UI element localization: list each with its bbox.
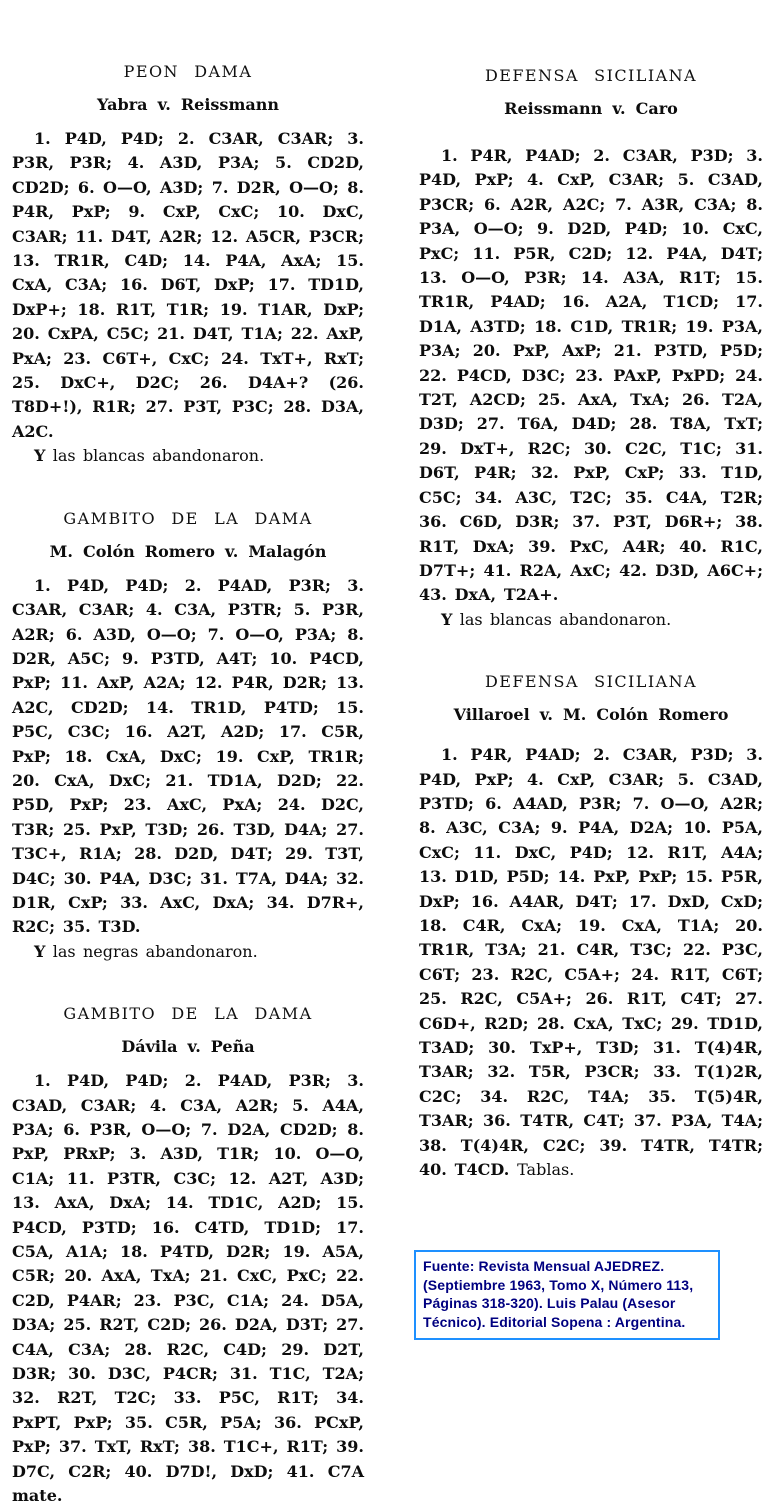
game-siciliana-2 [419, 672, 763, 1182]
moves-text: 1. P4R, P4AD; 2. C3AR, P3D; 3. P4D, PxP; 4. CxP, C3AR; 5. C3AD, P3CR; 6. A2R, A2C; 7. A3R, C3A; 8. P3A, O—O; 9. D2D, P4D; 10. CxC, PxC; 11. P5R, C2D; 12. P4A, D4T; 13. O—O, P3R; 14. A3A, R1T; 15. TR1R, P4AD; 16. A2A, T1CD; 17. D1A, A3TD; 18. C1D, TR1R; 19. P3A, P3A; 20. PxP, AxP; 21. P3TD, P5D; 22. P4CD, D3C; 23. PAxP, PxPD; 24. T2T, A2CD; 25. AxA, TxA; 26. T2A, D3D; 27. T6A, D4D; 28. T8A, TxT; 29. DxT+, R2C; 30. C2C, T1C; 31. D6T, P4R; 32. PxP, CxP; 33. T1D, C5C; 34. A3C, T2C; 35. C4A, T2R; 36. C6D, D3R; 37. P3T, D6R+; 38. R1T, DxA; 39. PxC, A4R; 40. R1C, D7T+; 41. R2A, AxC; 42. D3D, A6C+; 43. DxA, T2A+. [419, 146, 763, 605]
game-gambito-dama-1 [12, 509, 364, 965]
opening-title: GAMBITO DE LA DAMA [63, 508, 313, 528]
game-peon-dama [12, 62, 364, 469]
result-note-text: las blancas abandonaron. [459, 609, 672, 629]
source-text: Fuente: Revista Mensual AJEDREZ. (Septiembre 1963, Tomo X, Número 113, Páginas 318-320). Luis Palau (Asesor Técnico). Editorial Sopena : Argentina. [423, 1258, 694, 1330]
players-line: M. Colón Romero v. Malagón [49, 541, 327, 561]
moves-text: 1. P4D, P4D; 2. C3AR, C3AR; 3. P3R, P3R; 4. A3D, P3A; 5. CD2D, CD2D; 6. O—O, A3D; 7. D2R, O—O; 8. P4R, PxP; 9. CxP, CxC; 10. DxC, C3AR; 11. D4T, A2R; 12. A5CR, P3CR; 13. TR1R, C4D; 14. P4A, AxA; 15. CxA, C3A; 16. D6T, DxP; 17. TD1D, DxP+; 18. R1T, T1R; 19. T1AR, DxP; 20. CxPA, C5C; 21. D4T, T1A; 22. AxP, PxA; 23. C6T+, CxC; 24. TxT+, RxT; 25. DxC+, D2C; 26. D4A+? (26. T8D+!), R1R; 27. P3T, P3C; 28. D3A, A2C. [12, 129, 364, 441]
result-note-text: las negras abandonaron. [52, 941, 258, 961]
game-gambito-dama-2 [12, 1004, 364, 1508]
moves-text: 1. P4D, P4D; 2. P4AD, P3R; 3. C3AD, C3AR; 4. C3A, A2R; 5. A4A, P3A; 6. P3R, O—O; 7. D2A, CD2D; 8. PxP, PRxP; 3. A3D, T1R; 10. O—O, C1A; 11. P3TR, C3C; 12. A2T, A3D; 13. AxA, DxA; 14. TD1C, A2D; 15. P4CD, P3TD; 16. C4TD, TD1D; 17. C5A, A1A; 18. P4TD, D2R; 19. A5A, C5R; 20. AxA, TxA; 21. CxC, PxC; 22. C2D, P4AR; 23. P3C, C1A; 24. D5A, D3A; 25. R2T, C2D; 26. D2A, D3T; 27. C4A, C3A; 28. R2C, C4D; 29. D2T, D3R; 30. D3C, P4CR; 31. T1C, T2A; 32. R2T, T2C; 33. P5C, R1T; 34. PxPT, PxP; 35. C5R, P5A; 36. PCxP, PxP; 37. TxT, RxT; 38. T1C+, R1T; 39. D7C, C2R; 40. D7D!, DxD; 41. C7A mate. [12, 1071, 364, 1506]
result-tablas: Tablas. [517, 1160, 575, 1180]
left-column [12, 0, 364, 1509]
result-note-prefix: Y [34, 941, 46, 961]
players-line: Yabra v. Reissmann [96, 95, 280, 114]
result-note [12, 940, 364, 964]
players-line: Villaroel v. M. Colón Romero [453, 705, 729, 725]
result-note [12, 444, 364, 468]
players-line: Dávila v. Peña [121, 1037, 255, 1057]
opening-title: PEON DAMA [123, 62, 253, 81]
moves-text: 1. P4D, P4D; 2. P4AD, P3R; 3. C3AR, C3AR; 4. C3A, P3TR; 5. P3R, A2R; 6. A3D, O—O; 7. O—O, P3A; 8. D2R, A5C; 9. P3TD, A4T; 10. P4CD, PxP; 11. AxP, A2A; 12. P4R, D2R; 13. A2C, CD2D; 14. TR1D, P4TD; 15. P5C, C3C; 16. A2T, A2D; 17. C5R, PxP; 18. CxA, DxC; 19. CxP, TR1R; 20. CxA, DxC; 21. TD1A, D2D; 22. P5D, PxP; 23. AxC, PxA; 24. D2C, T3R; 25. PxP, T3D; 26. T3D, D4A; 27. T3C+, R1A; 28. D2D, D4T; 29. T3T, D4C; 30. P4A, D3C; 31. T7A, D4A; 32. D1R, CxP; 33. AxC, DxA; 34. D7R+, R2C; 35. T3D. [12, 575, 364, 937]
right-column [419, 0, 763, 1340]
result-note-prefix: Y [441, 609, 453, 629]
game-siciliana-1 [419, 66, 763, 632]
moves-text [419, 743, 763, 1182]
result-note-text: las blancas abandonaron. [52, 446, 265, 466]
moves-main: 1. P4R, P4AD; 2. C3AR, P3D; 3. P4D, PxP; 4. CxP, C3AR; 5. C3AD, P3TD; 6. A4AD, P3R; 7. O—O, A2R; 8. A3C, C3A; 9. P4A, D2A; 10. P5A, CxC; 11. DxC, P4D; 12. R1T, A4A; 13. D1D, P5D; 14. PxP, PxP; 15. P5R, DxP; 16. A4AR, D4T; 17. DxD, CxD; 18. C4R, CxA; 19. CxA, T1A; 20. TR1R, T3A; 21. C4R, T3C; 22. P3C, C6T; 23. R2C, C5A+; 24. R1T, C6T; 25. R2C, C5A+; 26. R1T, C4T; 27. C6D+, R2D; 28. CxA, TxC; 29. TD1D, T3AD; 30. TxP+, T3D; 31. T(4)4R, T3AR; 32. T5R, P3CR; 33. T(1)2R, C2C; 34. R2C, T4A; 35. T(5)4R, T3AR; 36. T4TR, C4T; 37. P3A, T4A; 38. T(4)4R, C2C; 39. T4TR, T4TR; 40. T4CD. [419, 745, 763, 1180]
opening-title: DEFENSA SICILIANA [484, 672, 698, 692]
result-note-prefix: Y [34, 446, 46, 466]
players-line: Reissmann v. Caro [504, 99, 678, 118]
opening-title: DEFENSA SICILIANA [484, 66, 698, 85]
opening-title: GAMBITO DE LA DAMA [63, 1004, 313, 1024]
result-note [419, 608, 763, 632]
source-box [414, 1250, 720, 1340]
